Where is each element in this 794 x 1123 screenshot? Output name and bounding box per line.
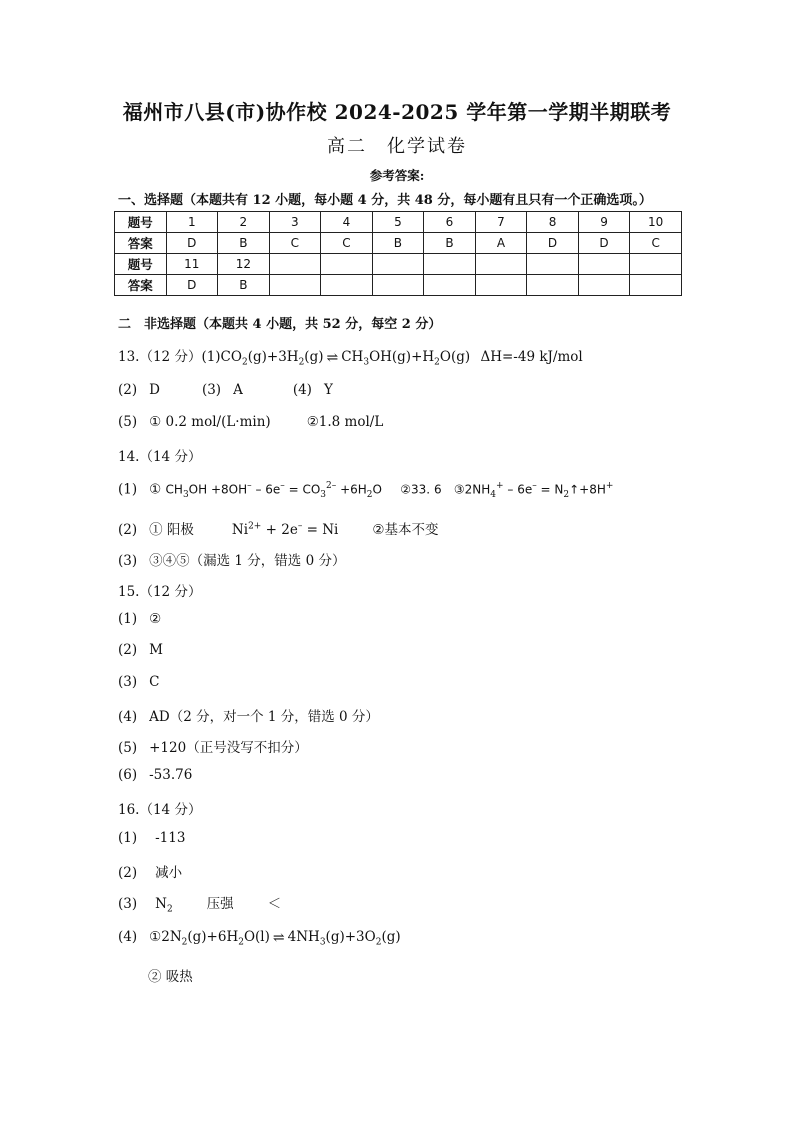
table-cell: 9 — [578, 212, 630, 233]
table-row — [115, 233, 682, 254]
table-cell — [269, 254, 321, 275]
table-cell: 6 — [424, 212, 476, 233]
q16-line1: (1) -113 — [118, 830, 186, 846]
table-cell: 10 — [630, 212, 682, 233]
table-cell: D — [166, 275, 218, 296]
table-cell: 8 — [527, 212, 579, 233]
table-cell: C — [321, 233, 373, 254]
table-cell: C — [269, 233, 321, 254]
table-cell — [578, 275, 630, 296]
table-cell: C — [630, 233, 682, 254]
table-cell — [269, 275, 321, 296]
table-row — [115, 275, 682, 296]
equilibrium-arrow-icon: ⇌ — [272, 930, 285, 946]
q15-item: (4) AD（2 分，对一个 1 分，错选 0 分） — [118, 709, 379, 725]
answer-table — [114, 211, 682, 296]
q16-line5: ② 吸热 — [148, 969, 193, 985]
q16-line3: (3) $N_2$ 压强 ＜ — [118, 896, 282, 915]
table-cell: B — [218, 233, 270, 254]
q15-item: (5) +120（正号没写不扣分） — [118, 740, 308, 756]
table-cell — [321, 275, 373, 296]
table-cell: 答案 — [115, 275, 167, 296]
q14-head: 14.（14 分） — [118, 449, 202, 465]
q15-item: (6) -53.76 — [118, 767, 193, 783]
q13-line1: 13.（12 分）$(1)CO_2(g)+3H_2(g)$ ⇌ $CH_3OH(g)+H_2O(g)$ ΔH=-49 kJ/mol — [118, 349, 583, 368]
page-title: 福州市八县(市)协作校 2024-2025 学年第一学期半期联考 — [122, 100, 672, 124]
table-cell: 题号 — [115, 254, 167, 275]
table-cell: 题号 — [115, 212, 167, 233]
equilibrium-arrow-icon: ⇌ — [326, 350, 339, 366]
page-subtitle: 高二 化学试卷 — [327, 136, 467, 157]
table-cell: 7 — [475, 212, 527, 233]
table-cell — [424, 254, 476, 275]
table-cell: B — [218, 275, 270, 296]
q14-line2: (2) ① 阳极 $Ni^{2+} + 2e^- = Ni$ ②基本不变 — [118, 521, 439, 538]
table-cell: B — [424, 233, 476, 254]
table-cell: 4 — [321, 212, 373, 233]
table-cell: 2 — [218, 212, 270, 233]
table-cell — [578, 254, 630, 275]
table-row — [115, 212, 682, 233]
reference-answer-label: 参考答案: — [369, 168, 425, 183]
q15-item: (3) C — [118, 674, 160, 690]
table-cell — [475, 254, 527, 275]
table-cell — [372, 254, 424, 275]
table-cell: D — [578, 233, 630, 254]
q13-line3: (5) ① 0.2 mol/(L·min) ②1.8 mol/L — [118, 414, 384, 430]
q14-line1: (1) ① $CH_3OH +8OH^- - 6e^- = CO_3^{2-} +6H_2O$ ②33. 6 $③2NH_4^+ - 6e^-$ = $N_2↑+8H^+$ — [118, 481, 614, 501]
q15-head: 15.（12 分） — [118, 584, 202, 600]
q16-line4: (4) $①2N_2(g)+6H_2O(l)$ ⇌ $4NH_3(g)+3O_2(g)$ — [118, 929, 401, 948]
table-row — [115, 254, 682, 275]
q15-item: (1) ② — [118, 611, 162, 627]
table-cell: 3 — [269, 212, 321, 233]
table-cell — [475, 275, 527, 296]
table-cell — [527, 275, 579, 296]
section2-heading: 二 非选择题（本题共 4 小题，共 52 分，每空 2 分） — [118, 317, 442, 332]
table-cell: B — [372, 233, 424, 254]
table-cell — [424, 275, 476, 296]
table-cell: 1 — [166, 212, 218, 233]
table-cell — [527, 254, 579, 275]
table-cell: A — [475, 233, 527, 254]
q14-line3: (3) ③④⑤（漏选 1 分，错选 0 分） — [118, 553, 346, 569]
table-cell: 答案 — [115, 233, 167, 254]
table-cell: D — [166, 233, 218, 254]
table-cell: 5 — [372, 212, 424, 233]
table-cell — [321, 254, 373, 275]
table-cell — [372, 275, 424, 296]
q16-line2: (2) 减小 — [118, 865, 183, 881]
table-cell: 12 — [218, 254, 270, 275]
q15-item: (2) M — [118, 642, 163, 658]
table-cell: 11 — [166, 254, 218, 275]
section1-heading: 一、选择题（本题共有 12 小题，每小题 4 分，共 48 分，每小题有且只有一个正确选项。） — [118, 193, 652, 208]
table-cell — [630, 275, 682, 296]
q13-line2: (2) D (3) A (4) Y — [118, 382, 333, 398]
table-cell: D — [527, 233, 579, 254]
q16-head: 16.（14 分） — [118, 802, 202, 818]
table-cell — [630, 254, 682, 275]
